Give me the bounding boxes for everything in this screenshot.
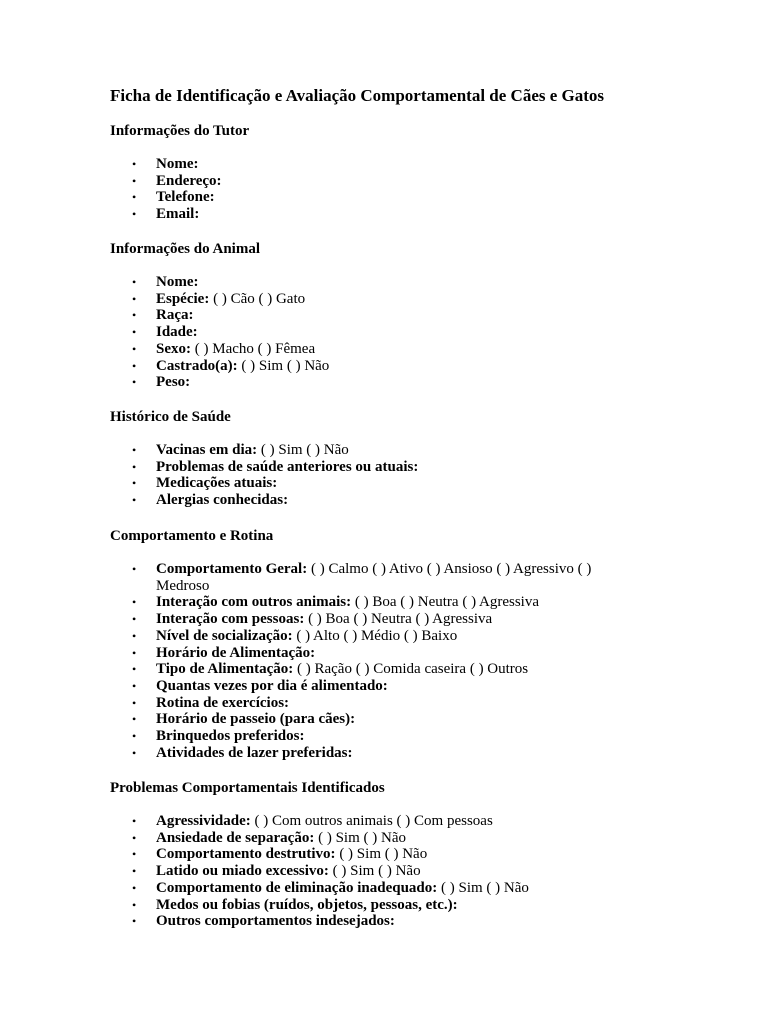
field-label: Endereço: xyxy=(156,172,222,189)
bullet-icon: • xyxy=(132,493,137,508)
field-label: Interação com outros animais: xyxy=(156,594,352,611)
bullet-icon: • xyxy=(132,814,137,828)
bullet-icon: • xyxy=(132,628,137,643)
list-item xyxy=(0,442,768,459)
field-label: Raça: xyxy=(156,307,194,324)
field-label: Idade: xyxy=(156,324,198,341)
bullet-icon: • xyxy=(132,459,137,474)
field-label: Medicações atuais: xyxy=(156,475,278,492)
list-item xyxy=(0,846,768,863)
bullet-icon: • xyxy=(132,864,137,879)
field-label: Nível de socialização: xyxy=(156,627,293,644)
field-options: ( ) Macho ( ) Fêmea xyxy=(194,340,316,357)
field-list xyxy=(0,274,768,391)
field-label: Espécie: xyxy=(156,290,210,307)
bullet-icon: • xyxy=(132,562,137,576)
field-options: ( ) Boa ( ) Neutra ( ) Agressiva xyxy=(308,611,493,628)
field-options: ( ) Calmo ( ) Ativo ( ) Ansioso ( ) Agressivo ( ) Medroso xyxy=(156,561,592,594)
field-label: Interação com pessoas: xyxy=(156,611,305,628)
list-item xyxy=(0,374,768,391)
list-item xyxy=(0,173,768,190)
field-label: Vacinas em dia: xyxy=(156,442,258,458)
list-item xyxy=(0,274,768,291)
bullet-icon: • xyxy=(132,173,137,188)
list-item xyxy=(0,645,768,662)
section-heading: Histórico de Saúde xyxy=(110,409,231,425)
field-options: ( ) Com outros animais ( ) Com pessoas xyxy=(254,813,493,829)
field-label: Problemas de saúde anteriores ou atuais: xyxy=(156,458,419,475)
field-label: Nome: xyxy=(156,156,199,172)
form-section xyxy=(0,122,768,223)
field-label: Comportamento destrutivo: xyxy=(156,846,336,863)
form-section xyxy=(0,527,768,761)
form-section xyxy=(0,408,768,509)
field-label: Tipo de Alimentação: xyxy=(156,661,294,678)
list-item xyxy=(0,611,768,628)
list-item xyxy=(0,341,768,358)
list-item xyxy=(0,913,768,930)
field-options: ( ) Boa ( ) Neutra ( ) Agressiva xyxy=(354,594,539,611)
bullet-icon: • xyxy=(132,375,137,390)
field-options: ( ) Sim ( ) Não xyxy=(241,357,330,374)
section-heading: Problemas Comportamentais Identificados xyxy=(110,780,385,796)
bullet-icon: • xyxy=(132,695,137,710)
list-item xyxy=(0,206,768,223)
field-options: ( ) Cão ( ) Gato xyxy=(213,290,306,307)
field-label: Castrado(a): xyxy=(156,357,238,374)
bullet-icon: • xyxy=(132,190,137,205)
field-options: ( ) Sim ( ) Não xyxy=(318,829,406,846)
list-item xyxy=(0,695,768,712)
field-label: Outros comportamentos indesejados: xyxy=(156,913,395,930)
field-list xyxy=(0,813,768,930)
bullet-icon: • xyxy=(132,157,137,171)
field-label: Horário de Alimentação: xyxy=(156,644,316,661)
field-options: ( ) Sim ( ) Não xyxy=(441,879,529,896)
list-item xyxy=(0,189,768,206)
list-item xyxy=(0,863,768,880)
field-label: Telefone: xyxy=(156,189,215,206)
field-label: Agressividade: xyxy=(156,813,251,829)
bullet-icon: • xyxy=(132,341,137,356)
bullet-icon: • xyxy=(132,358,137,373)
list-item xyxy=(0,324,768,341)
list-item xyxy=(0,897,768,914)
list-item xyxy=(0,813,768,830)
field-label: Latido ou miado excessivo: xyxy=(156,863,329,880)
field-label: Comportamento de eliminação inadequado: xyxy=(156,879,438,896)
bullet-icon: • xyxy=(132,678,137,693)
field-label: Ansiedade de separação: xyxy=(156,829,315,846)
form-section xyxy=(0,240,768,391)
list-item xyxy=(0,594,768,611)
list-item xyxy=(0,728,768,745)
bullet-icon: • xyxy=(132,745,137,760)
field-label: Alergias conhecidas: xyxy=(156,492,289,509)
list-item xyxy=(0,475,768,492)
field-label: Atividades de lazer preferidas: xyxy=(156,744,353,761)
bullet-icon: • xyxy=(132,325,137,340)
bullet-icon: • xyxy=(132,897,137,912)
section-heading: Comportamento e Rotina xyxy=(110,528,274,544)
field-options: ( ) Sim ( ) Não xyxy=(339,846,428,863)
list-item xyxy=(0,459,768,476)
field-list xyxy=(0,561,768,761)
field-label: Peso: xyxy=(156,374,191,391)
section-heading: Informações do Animal xyxy=(110,241,260,257)
field-label: Comportamento Geral: xyxy=(156,561,308,577)
bullet-icon: • xyxy=(132,595,137,610)
list-item xyxy=(0,156,768,173)
field-label: Horário de passeio (para cães): xyxy=(156,711,356,728)
list-item xyxy=(0,745,768,762)
field-label: Brinquedos preferidos: xyxy=(156,728,305,745)
list-item xyxy=(0,492,768,509)
field-label: Rotina de exercícios: xyxy=(156,694,290,711)
bullet-icon: • xyxy=(132,291,137,306)
bullet-icon: • xyxy=(132,847,137,862)
form-section xyxy=(0,779,768,930)
bullet-icon: • xyxy=(132,645,137,660)
bullet-icon: • xyxy=(132,914,137,929)
list-item xyxy=(0,661,768,678)
field-label: Sexo: xyxy=(156,340,191,357)
page-title: Ficha de Identificação e Avaliação Comportamental de Cães e Gatos xyxy=(110,86,605,105)
field-label: Quantas vezes por dia é alimentado: xyxy=(156,677,388,694)
bullet-icon: • xyxy=(132,729,137,744)
list-item xyxy=(0,358,768,375)
list-item xyxy=(0,307,768,324)
list-item xyxy=(0,291,768,308)
bullet-icon: • xyxy=(132,207,137,222)
field-list xyxy=(0,156,768,223)
section-heading: Informações do Tutor xyxy=(110,123,250,139)
bullet-icon: • xyxy=(132,476,137,491)
bullet-icon: • xyxy=(132,712,137,727)
field-options: ( ) Sim ( ) Não xyxy=(260,442,349,458)
field-options: ( ) Alto ( ) Médio ( ) Baixo xyxy=(296,627,458,644)
bullet-icon: • xyxy=(132,662,137,677)
field-label: Medos ou fobias (ruídos, objetos, pessoas, etc.): xyxy=(156,896,458,913)
list-item xyxy=(0,880,768,897)
bullet-icon: • xyxy=(132,612,137,627)
list-item xyxy=(0,678,768,695)
bullet-icon: • xyxy=(132,830,137,845)
bullet-icon: • xyxy=(132,308,137,323)
field-options: ( ) Ração ( ) Comida caseira ( ) Outros xyxy=(296,661,529,678)
field-list xyxy=(0,442,768,509)
field-label: Email: xyxy=(156,206,200,223)
field-label: Nome: xyxy=(156,274,199,290)
bullet-icon: • xyxy=(132,443,137,457)
field-options: ( ) Sim ( ) Não xyxy=(332,863,421,880)
bullet-icon: • xyxy=(132,275,137,289)
list-item xyxy=(0,830,768,847)
list-item xyxy=(0,628,768,645)
bullet-icon: • xyxy=(132,880,137,895)
list-item xyxy=(0,561,768,594)
list-item xyxy=(0,711,768,728)
